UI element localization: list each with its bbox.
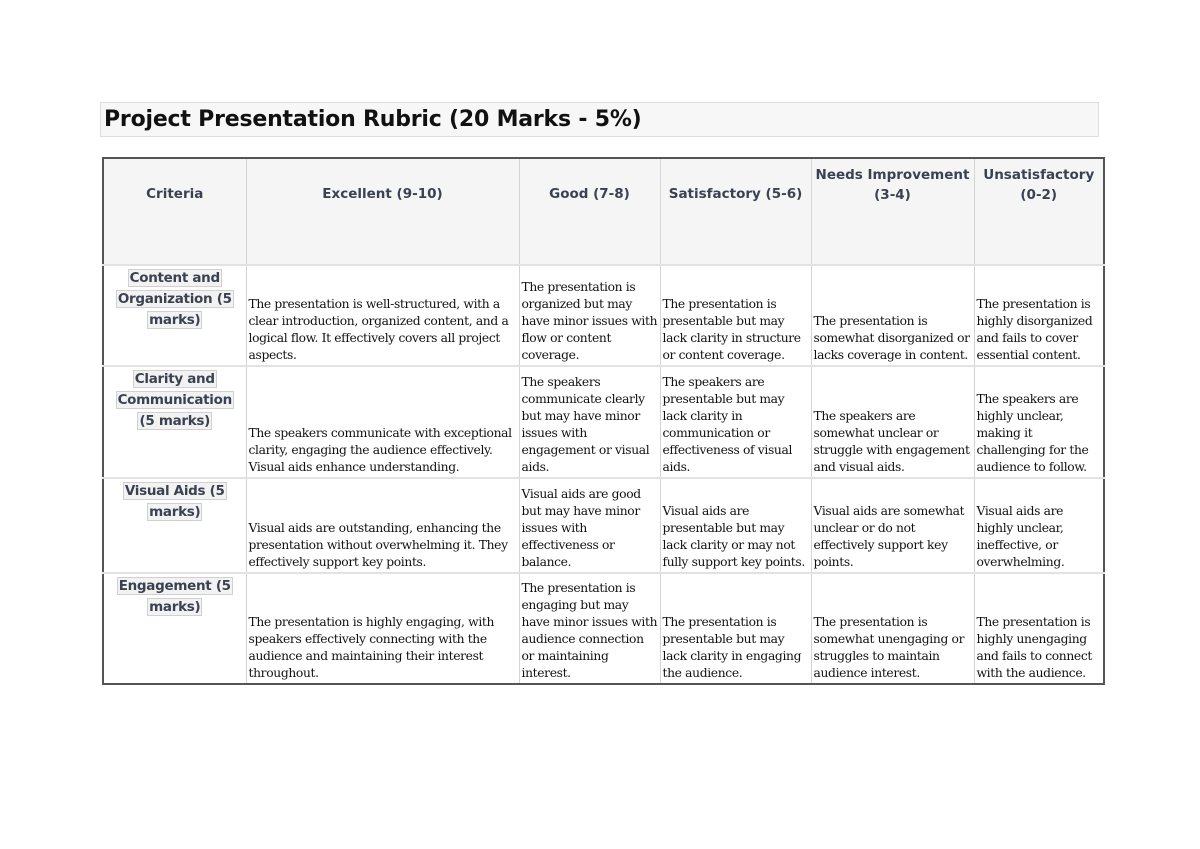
criteria-label: Engagement (5 marks) bbox=[118, 578, 231, 615]
cell-good: Visual aids are good but may have minor issues with effectiveness or balance. bbox=[519, 478, 660, 573]
header-satisfactory: Satisfactory (5-6) bbox=[660, 158, 811, 265]
cell-needs-improvement: Visual aids are somewhat unclear or do not effectively support key points. bbox=[811, 478, 974, 573]
criteria-cell bbox=[103, 265, 246, 366]
rubric-table bbox=[102, 157, 1105, 685]
header-criteria: Criteria bbox=[103, 158, 246, 265]
header-unsatisfactory: Unsatisfactory (0-2) bbox=[974, 158, 1104, 265]
criteria-cell bbox=[103, 366, 246, 478]
header-excellent: Excellent (9-10) bbox=[246, 158, 519, 265]
header-good: Good (7-8) bbox=[519, 158, 660, 265]
cell-good: The presentation is engaging but may have minor issues with audience connection or maintaining interest. bbox=[519, 573, 660, 684]
table-row bbox=[103, 478, 1104, 573]
criteria-cell bbox=[103, 573, 246, 684]
cell-needs-improvement: The speakers are somewhat unclear or struggle with engagement and visual aids. bbox=[811, 366, 974, 478]
header-needs-improvement: Needs Improvement (3-4) bbox=[811, 158, 974, 265]
title-box bbox=[100, 102, 1099, 137]
cell-needs-improvement: The presentation is somewhat disorganized or lacks coverage in content. bbox=[811, 265, 974, 366]
cell-satisfactory: Visual aids are presentable but may lack clarity or may not fully support key points. bbox=[660, 478, 811, 573]
page-title: Project Presentation Rubric (20 Marks - 5%) bbox=[104, 107, 642, 132]
cell-satisfactory: The presentation is presentable but may lack clarity in engaging the audience. bbox=[660, 573, 811, 684]
cell-unsatisfactory: The presentation is highly unengaging and fails to connect with the audience. bbox=[974, 573, 1104, 684]
cell-satisfactory: The presentation is presentable but may lack clarity in structure or content coverage. bbox=[660, 265, 811, 366]
cell-excellent: The presentation is well-structured, with a clear introduction, organized content, and a logical flow. It effectively covers all project aspects. bbox=[246, 265, 519, 366]
header-row bbox=[103, 158, 1104, 265]
table-row bbox=[103, 265, 1104, 366]
cell-unsatisfactory: The speakers are highly unclear, making it challenging for the audience to follow. bbox=[974, 366, 1104, 478]
cell-unsatisfactory: The presentation is highly disorganized and fails to cover essential content. bbox=[974, 265, 1104, 366]
cell-excellent: The presentation is highly engaging, with speakers effectively connecting with the audience and maintaining their interest throughout. bbox=[246, 573, 519, 684]
cell-needs-improvement: The presentation is somewhat unengaging or struggles to maintain audience interest. bbox=[811, 573, 974, 684]
cell-excellent: Visual aids are outstanding, enhancing the presentation without overwhelming it. They effectively support key points. bbox=[246, 478, 519, 573]
cell-satisfactory: The speakers are presentable but may lack clarity in communication or effectiveness of visual aids. bbox=[660, 366, 811, 478]
criteria-cell bbox=[103, 478, 246, 573]
cell-good: The presentation is organized but may have minor issues with flow or content coverage. bbox=[519, 265, 660, 366]
cell-excellent: The speakers communicate with exceptional clarity, engaging the audience effectively. Visual aids enhance understanding. bbox=[246, 366, 519, 478]
table-row bbox=[103, 573, 1104, 684]
criteria-label: Visual Aids (5 marks) bbox=[124, 483, 225, 520]
cell-good: The speakers communicate clearly but may have minor issues with engagement or visual aids. bbox=[519, 366, 660, 478]
criteria-label: Content and Organization (5 marks) bbox=[117, 270, 232, 328]
table-row bbox=[103, 366, 1104, 478]
criteria-label: Clarity and Communication (5 marks) bbox=[117, 371, 232, 429]
cell-unsatisfactory: Visual aids are highly unclear, ineffective, or overwhelming. bbox=[974, 478, 1104, 573]
